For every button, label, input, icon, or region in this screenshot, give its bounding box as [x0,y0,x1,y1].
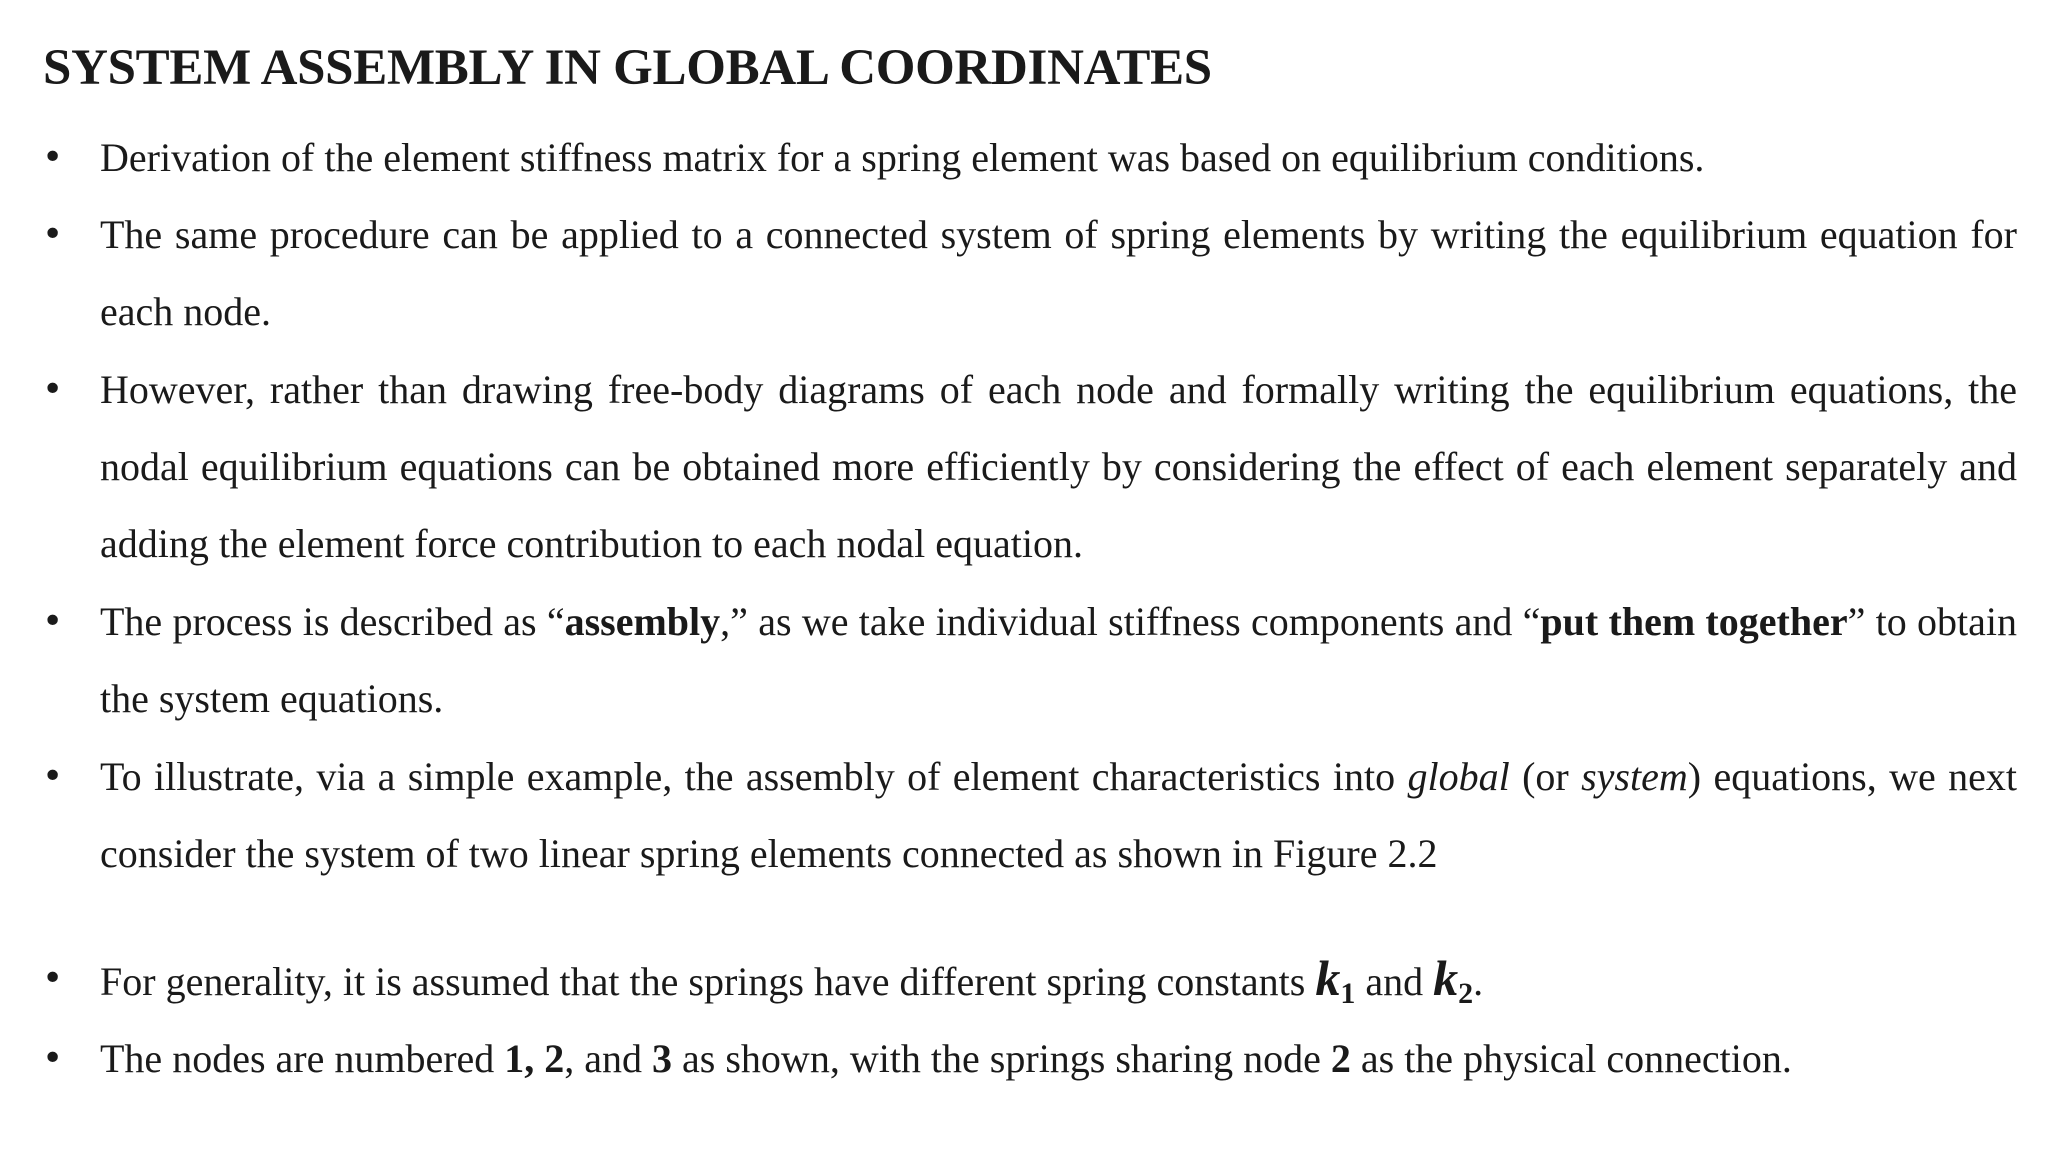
slide-title: SYSTEM ASSEMBLY IN GLOBAL COORDINATES [43,40,1212,96]
bullet-text: The process is described as “assembly,” as we take individual stiffness components and “put them together” to obtain the system equations. [100,599,2017,721]
bullet-item [42,1020,2017,1097]
node-number-3: 3 [652,1036,673,1081]
bullet-text: However, rather than drawing free-body diagrams of each node and formally writing the equilibrium equations, the nodal equilibrium equations can be obtained more efficiently by considering the effect of each element separately and adding the element force contribution to each nodal equation. [100,367,2017,566]
emphasis-put-them-together: put them together [1540,599,1848,644]
node-numbers: 1, 2 [504,1036,565,1081]
bullet-marker: • [42,137,64,178]
bullet-item [42,583,2017,737]
bullet-item [42,940,2017,1020]
bullet-item [42,119,2017,196]
node-number-2: 2 [1330,1036,1351,1081]
bullet-marker: • [42,958,64,999]
bullet-marker: • [42,601,64,642]
bullet-marker: • [42,369,64,410]
bullet-item [42,738,2017,892]
bullet-marker: • [42,1038,64,1079]
bullet-marker: • [42,214,64,255]
emphasis-system: system [1581,754,1688,799]
bullet-text: The nodes are numbered 1, 2, and 3 as shown, with the springs sharing node 2 as the physical connection. [100,1036,1792,1081]
spring-constant-k2: $k_2$ [1433,950,1474,1010]
emphasis-assembly: assembly [564,599,721,644]
bullet-text: The same procedure can be applied to a connected system of spring elements by writing the equilibrium equation for each node. [100,212,2017,334]
bullet-item [42,351,2017,582]
bullet-text: Derivation of the element stiffness matrix for a spring element was based on equilibrium conditions. [100,135,1705,180]
bullet-text: To illustrate, via a simple example, the assembly of element characteristics into global (or system) equations, we next consider the system of two linear spring elements connected as shown in Figure 2.2 [100,754,2017,876]
emphasis-global: global [1407,754,1510,799]
bullet-item [42,196,2017,350]
spring-constant-k1: $k_1$ [1315,950,1356,1010]
bullet-marker: • [42,756,64,797]
bullet-text: For generality, it is assumed that the springs have different spring constants $k_1$ and $k_2$. [100,950,1484,1010]
